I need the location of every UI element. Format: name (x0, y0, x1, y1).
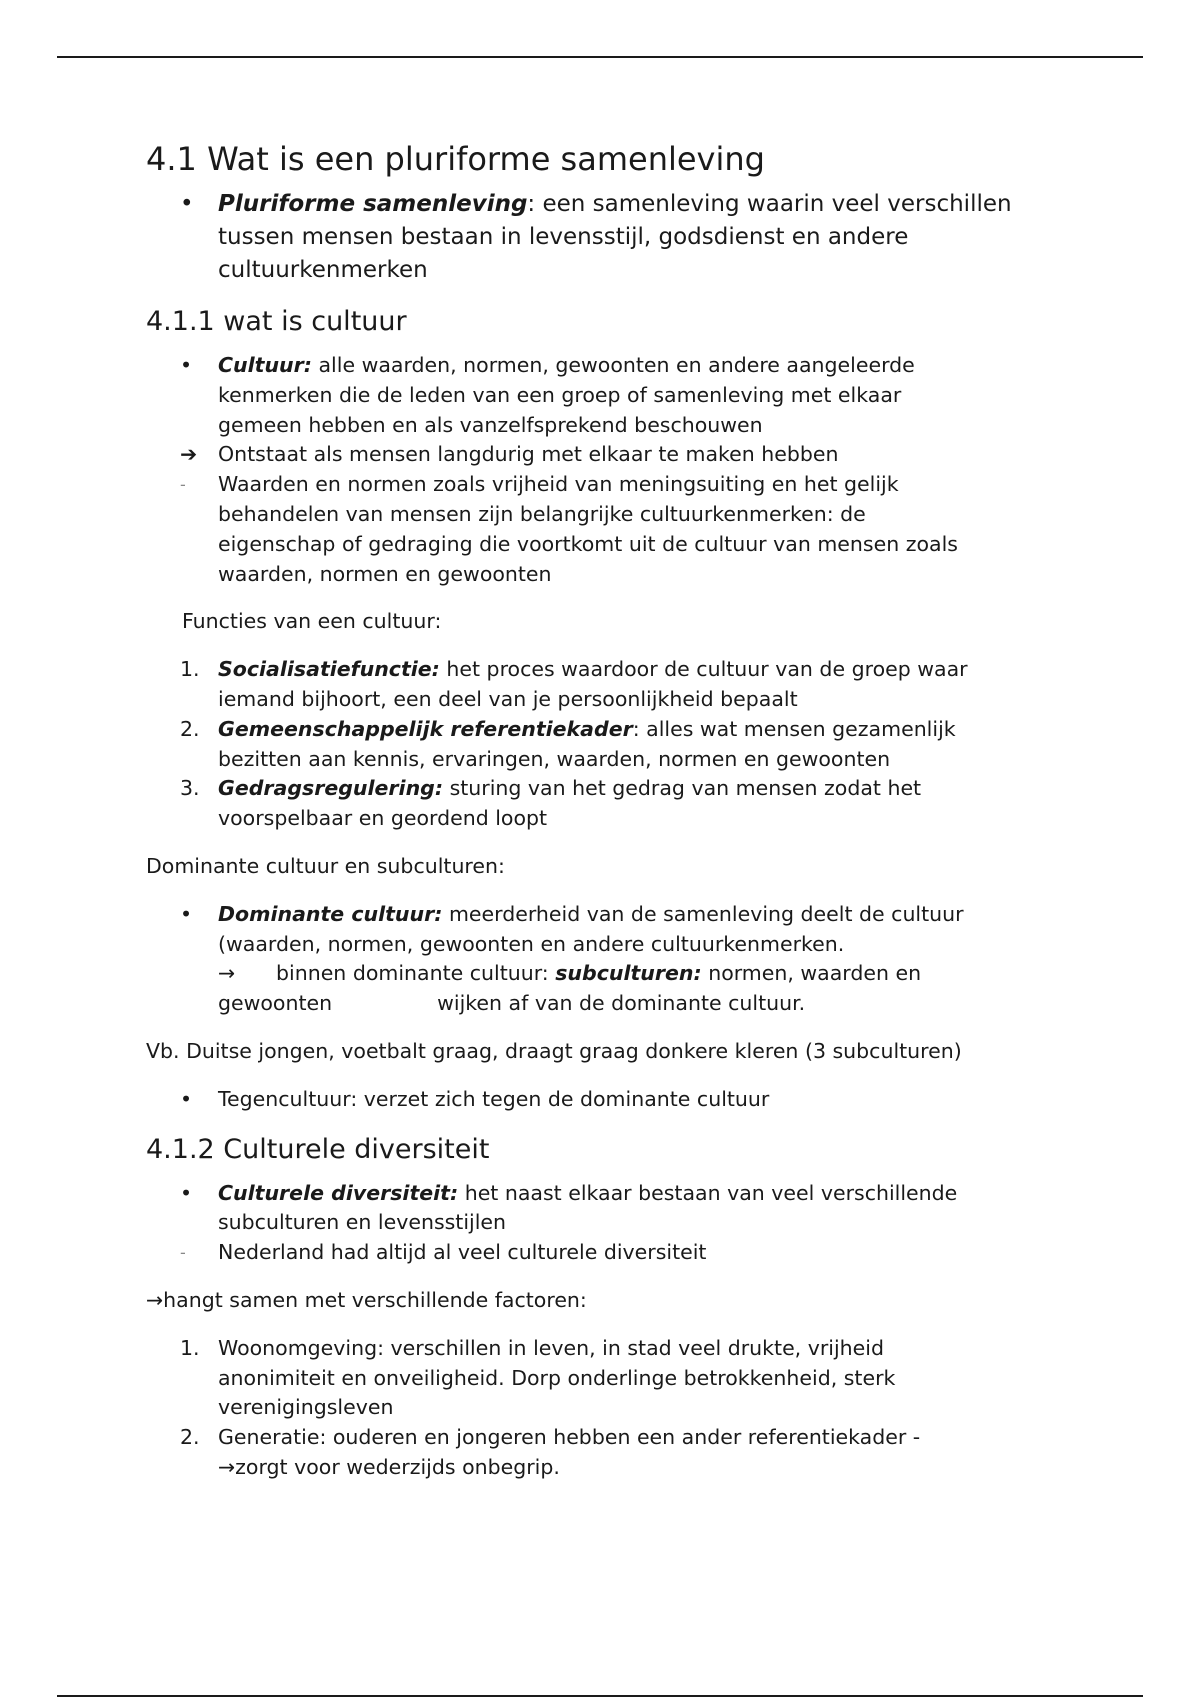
arrow-icon: ➔ (180, 442, 198, 467)
factors-intro: →hangt samen met verschillende factoren: (146, 1287, 587, 1312)
definition-line-1: alle waarden, normen, gewoonten en andere aangeleerde (311, 353, 915, 377)
definition-line-1: : een samenleving waarin veel verschillen (527, 191, 1012, 217)
subculture-text-2: normen, waarden en (701, 961, 922, 986)
subculture-line-2a: gewoonten (218, 991, 333, 1016)
dash-item-nederland (146, 1238, 1106, 1268)
item-line-3: verenigingsleven (218, 1395, 394, 1420)
item-line-1: sturing van het gedrag van mensen zodat het (443, 776, 922, 801)
subculture-line-2b: wijken af van de dominante cultuur. (437, 991, 806, 1016)
heading-4-1-2: 4.1.2 Culturele diversiteit (146, 1133, 490, 1165)
dash-line-3: eigenschap of gedraging die voortkomt uit de cultuur van mensen zoals (218, 531, 958, 556)
factor-item-1 (146, 1334, 1106, 1423)
definition-line-2: kenmerken die de leden van een groep of samenleving met elkaar (218, 382, 902, 407)
item-line-2: (waarden, normen, gewoonten en andere cultuurkenmerken. (218, 931, 845, 956)
factor-item-2 (146, 1423, 1106, 1483)
bullet-marker: • (180, 1180, 193, 1205)
subculture-line (218, 959, 1106, 989)
list-number: 3. (180, 776, 200, 801)
item-line-2: →zorgt voor wederzijds onbegrip. (218, 1454, 560, 1479)
item-line-1: meerderheid van de samenleving deelt de cultuur (442, 901, 964, 926)
dash-line-1: Waarden en normen zoals vrijheid van meningsuiting en het gelijk (218, 472, 899, 497)
arrow-icon: → (218, 961, 236, 986)
definition-line-3: cultuurkenmerken (218, 257, 428, 283)
bullet-tegencultuur (146, 1085, 1106, 1115)
list-number: 2. (180, 716, 200, 741)
item-line-2: bezitten aan kennis, ervaringen, waarden, normen en gewoonten (218, 746, 891, 771)
bullet-marker: • (180, 901, 193, 926)
dash-text: Nederland had altijd al veel culturele diversiteit (218, 1240, 707, 1265)
item-line-1: : alles wat mensen gezamenlijk (632, 716, 956, 741)
list-number: 1. (180, 657, 200, 682)
example-text: Vb. Duitse jongen, voetbalt graag, draagt graag donkere kleren (3 subculturen) (146, 1038, 962, 1063)
dash-marker: - (180, 1243, 186, 1263)
bullet-marker: • (180, 1086, 193, 1111)
dash-line-2: behandelen van mensen zijn belangrijke cultuurkenmerken: de (218, 501, 866, 526)
dominant-intro: Dominante cultuur en subculturen: (146, 853, 505, 878)
dash-item-waarden (146, 470, 1106, 589)
definition-line-3: gemeen hebben en als vanzelfsprekend beschouwen (218, 412, 763, 437)
subculture-line-2 (218, 991, 805, 1015)
term-gedragsregulering: Gedragsregulering: (218, 776, 444, 801)
item-line-2: subculturen en levensstijlen (218, 1210, 507, 1235)
function-item-3 (146, 774, 1106, 834)
definition-line-2: tussen mensen bestaan in levensstijl, godsdienst en andere (218, 224, 909, 250)
subculture-text-1: binnen dominante cultuur: (276, 961, 556, 986)
term-cultuur: Cultuur: (218, 353, 312, 377)
item-line-1: het naast elkaar bestaan van veel verschillende (458, 1180, 958, 1205)
term-dominante-cultuur: Dominante cultuur: (218, 901, 443, 926)
header-rule (57, 56, 1143, 58)
bullet-cultuur (146, 351, 1106, 440)
dash-line-4: waarden, normen en gewoonten (218, 561, 552, 586)
heading-4-1-1: 4.1.1 wat is cultuur (146, 306, 407, 337)
bullet-marker: • (180, 353, 193, 377)
function-item-1 (146, 655, 1106, 715)
term-culturele-diversiteit: Culturele diversiteit: (218, 1180, 459, 1205)
term-referentiekader: Gemeenschappelijk referentiekader (218, 716, 633, 741)
item-line-2: anonimiteit en onveiligheid. Dorp onderlinge betrokkenheid, sterk (218, 1365, 896, 1390)
arrow-item (146, 440, 1106, 470)
item-line-2: voorspelbaar en geordend loopt (218, 806, 548, 831)
item-line-1: Generatie: ouderen en jongeren hebben een ander referentiekader - (218, 1425, 921, 1450)
tegencultuur-text: Tegencultuur: verzet zich tegen de dominante cultuur (218, 1086, 770, 1111)
bullet-pluriforme-samenleving (146, 188, 1106, 287)
item-line-1: het proces waardoor de cultuur van de groep waar (439, 657, 968, 682)
term-socialisatiefunctie: Socialisatiefunctie: (218, 657, 440, 682)
item-line-2: iemand bijhoort, een deel van je persoonlijkheid bepaalt (218, 686, 798, 711)
heading-4-1: 4.1 Wat is een pluriforme samenleving (146, 140, 765, 178)
term-subculturen: subculturen: (555, 961, 702, 986)
list-number: 1. (180, 1335, 200, 1360)
bullet-culturele-diversiteit (146, 1179, 1106, 1239)
function-item-2 (146, 715, 1106, 775)
term-pluriforme-samenleving: Pluriforme samenleving (218, 191, 528, 217)
dash-marker: - (180, 475, 186, 495)
document-body (146, 137, 1106, 1483)
bullet-dominante-cultuur (146, 900, 1106, 1019)
item-line-1: Woonomgeving: verschillen in leven, in stad veel drukte, vrijheid (218, 1335, 884, 1360)
arrow-item-text: Ontstaat als mensen langdurig met elkaar te maken hebben (218, 442, 839, 467)
list-number: 2. (180, 1425, 200, 1450)
footer-rule (57, 1695, 1143, 1697)
functions-intro: Functies van een cultuur: (182, 609, 442, 634)
bullet-marker: • (180, 191, 194, 217)
